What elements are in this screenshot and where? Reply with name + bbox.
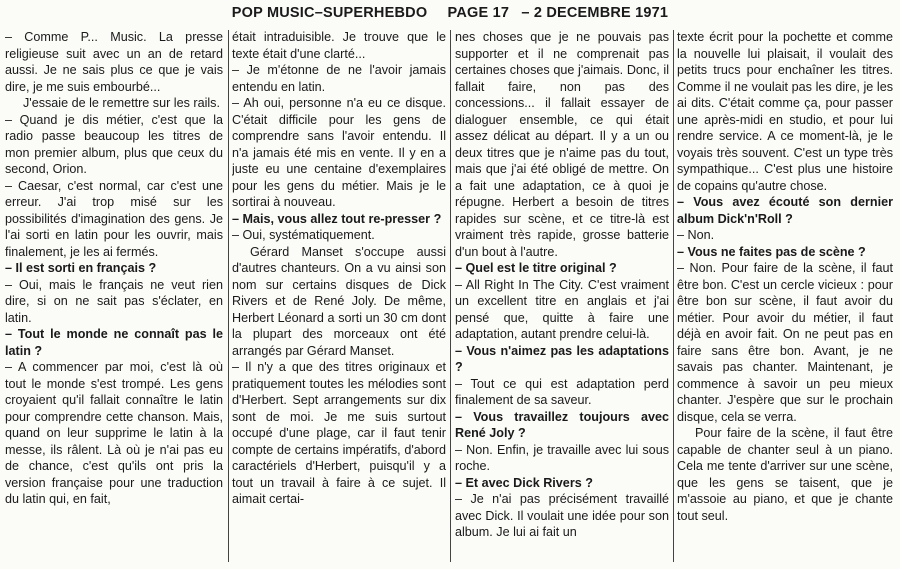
article-paragraph: – Il n'y a que des titres originaux et pratiquement toutes les mélodies sont d'Herbert. Sept arrangements sur dix sont de moi. Je me suis surtout occupé d'une plage, car il faut tenir compte de certains impératifs, d'abord caractériels d'Herbert, puisqu'il y a tout un travail à faire à ce sujet. Il aimait certai- [232, 360, 446, 506]
interview-question: – Vous avez écouté son dernier album Dick'n'Roll ? [677, 195, 893, 226]
column-divider [228, 30, 229, 562]
interview-question: – Vous n'aimez pas les adaptations ? [455, 343, 669, 374]
interview-question: – Quel est le titre original ? [455, 261, 617, 275]
interview-question: – Il est sorti en français ? [5, 261, 157, 275]
article-paragraph: – Je n'ai pas précisément travaillé avec Dick. Il voulait une idée pour son album. Je lui ai fait un [455, 492, 669, 539]
article-paragraph: – Non. Enfin, je travaille avec lui sous roche. [455, 442, 669, 473]
article-column-2 [232, 29, 446, 563]
article-paragraph: – Quand je dis métier, c'est que la radio passe beaucoup les titres de mon premier album, plus que ceux du second, Orion. [5, 112, 223, 176]
page-header [0, 5, 900, 25]
publication-name: POP MUSIC–SUPERHEBDO [231, 5, 428, 21]
interview-question: – Tout le monde ne connaît pas le latin ? [5, 327, 223, 358]
article-paragraph: – Non. [677, 228, 715, 242]
article-paragraph: – Comme P... Music. La presse religieuse suit avec un an de retard aussi. Je ne sais plus ce que je vais dire, je me suis embourbé... [5, 30, 223, 94]
column-divider [450, 30, 451, 562]
article-paragraph: – Oui, systématiquement. [232, 228, 375, 242]
article-paragraph: Pour faire de la scène, il faut être capable de chanter seul à un piano. Cela me tente d'arriver sur une scène, que les gens se taisent, que je m'assoie au piano, et que je chante tout seul. [677, 426, 893, 523]
article-paragraph: était intraduisible. Je trouve que le texte était d'une clarté... [232, 30, 446, 61]
article-paragraph: – Tout ce qui est adaptation perd finalement de sa saveur. [455, 376, 669, 407]
issue-date: – 2 DECEMBRE 1971 [521, 5, 669, 21]
interview-question: – Mais, vous allez tout re-presser ? [232, 211, 442, 226]
article-paragraph: – All Right In The City. C'est vraiment un excellent titre en anglais et j'ai pensé que, quitte à faire une adaptation, autant prendre celui-là. [455, 277, 669, 341]
interview-question: – Vous ne faites pas de scène ? [677, 244, 866, 259]
article-column-4 [677, 29, 893, 563]
article-column-3 [455, 29, 669, 563]
column-divider [673, 30, 674, 562]
article-paragraph: – Ah oui, personne n'a eu ce disque. C'était difficile pour les gens de comprendre sans l'avoir entendu. Il n'a jamais été mis en vente. Il y en a juste eu une centaine d'exemplaires pour les gens du métier. Mais je le sortirai à nouveau. [232, 96, 446, 209]
article-paragraph: – Non. Pour faire de la scène, il faut être bon. C'est un cercle vicieux : pour être bon sur scène, il faut avoir du métier. Pour avoir du métier, il faut déjà en avoir fait. On ne peut pas en faire sans être bon. Avant, je ne savais pas chanter. Maintenant, je commence à savoir un peu mieux chanter. J'espère que sur le prochain disque, cela se verra. [677, 261, 893, 424]
interview-question: – Et avec Dick Rivers ? [455, 475, 593, 490]
article-column-1 [5, 29, 223, 563]
interview-question: – Vous travaillez toujours avec René Joly ? [455, 409, 669, 440]
article-paragraph: – Caesar, c'est normal, car c'est une erreur. J'ai trop misé sur les possibilités d'imagination des gens. Je l'ai sorti en latin pour les ouvrir, mais finalement, je les ai fermés. [5, 178, 223, 259]
article-paragraph: Gérard Manset s'occupe aussi d'autres chanteurs. On a vu ainsi son nom sur certains disques de Dick Rivers et de René Joly. De même, Herbert Léonard a sorti un 30 cm dont la plupart des morceaux ont été arrangés par Gérard Manset. [232, 244, 446, 358]
page-number: PAGE 17 [447, 5, 510, 21]
article-paragraph: – Je m'étonne de ne l'avoir jamais entendu en latin. [232, 63, 446, 94]
article-paragraph: – A commencer par moi, c'est là où tout le monde s'est trompé. Les gens croyaient qu'il fallait connaître le latin pour comprendre cette chanson. Mais, quand on leur supprime le latin à la messe, ils râlent. Là où je n'ai pas eu de chance, c'est qu'ils ont pris la version française pour une traduction du latin qui, en fait, [5, 360, 223, 506]
article-paragraph: – Oui, mais le français ne veut rien dire, si on ne sait pas s'éclater, en latin. [5, 277, 223, 325]
article-paragraph: texte écrit pour la pochette et comme la nouvelle lui plaisait, il voulait des petits trucs pour enchaîner les titres. Comme il ne voulait pas les dire, je les ai dits. C'était comme ça, pour passer une après-midi en studio, et pour lui rendre service. A ce moment-là, je le voyais très souvent. C'est un type très sympathique... C'est plus une histoire de copains qu'autre chose. [677, 30, 893, 193]
article-paragraph: J'essaie de le remettre sur les rails. [23, 96, 220, 110]
article-paragraph: nes choses que je ne pouvais pas supporter et il ne comprenait pas certaines choses que j'aimais. Donc, il fallait faire, non pas des concessions... il fallait essayer de dialoguer ensemble, ce qui était assez délicat au départ. Il y a un ou deux titres que je n'aime pas du tout, mais que j'ai été obligé de mettre. On a fait une adaptation, ce à quoi je répugne. Herbert a besoin de titres rapides sur scène, et ce titre-là est vraiment très rapide, grosse batterie d'un bout à l'autre. [455, 30, 669, 259]
